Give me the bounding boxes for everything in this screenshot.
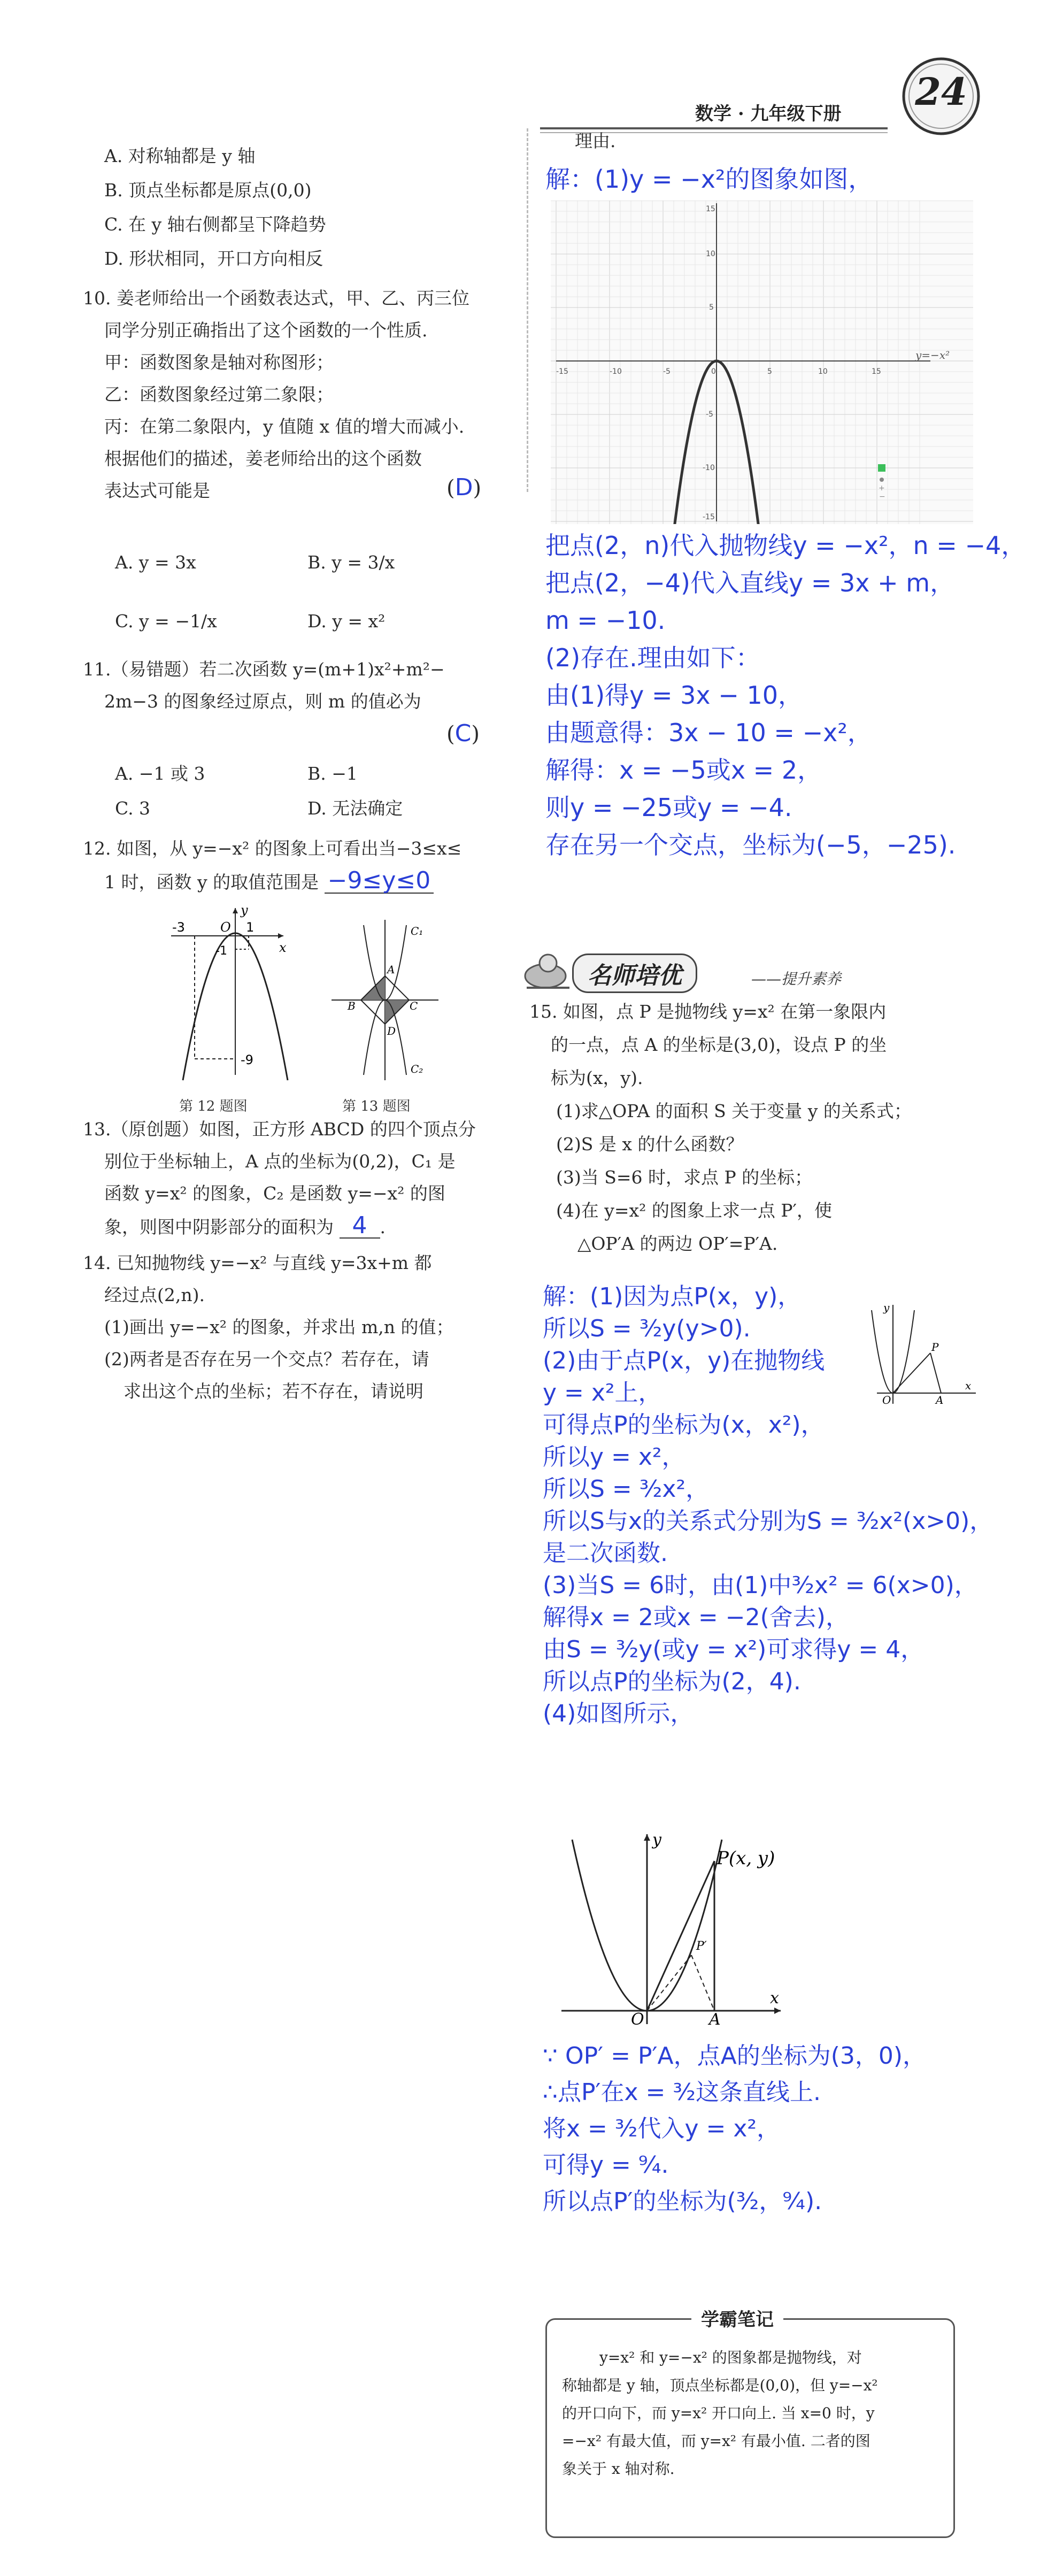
q13-line: 象，则图中阴影部分的面积为 <box>104 1217 334 1237</box>
fig12-label: 1 <box>246 920 255 935</box>
note-title: 学霸笔记 <box>691 2305 783 2331</box>
arrow-icon <box>233 908 238 913</box>
q11-options <box>115 762 521 832</box>
banner <box>521 949 896 992</box>
q10-option-a: A. y = 3x <box>115 552 196 573</box>
q14-continuation: 理由. <box>575 130 616 151</box>
fig13-label: C₂ <box>411 1063 423 1075</box>
zoom-in-icon[interactable]: + <box>879 484 885 493</box>
sol14-line: (2)存在.理由如下： <box>545 643 760 672</box>
fig12-label: -3 <box>172 920 185 935</box>
figure-12 <box>160 904 299 1086</box>
q11-option-c: C. 3 <box>115 798 151 819</box>
q10-answer: D <box>454 474 473 501</box>
q10-line: 丙：在第二象限内，y 值随 x 值的增大而减小. <box>104 416 465 437</box>
sol14-line: 则y = −25或y = −4. <box>545 793 792 822</box>
header-title: 数学 · 九年级下册 <box>695 103 842 125</box>
tick-label: 0 <box>711 367 716 376</box>
graph-toolbar-icon[interactable] <box>878 464 885 472</box>
tick-label: -5 <box>663 367 671 376</box>
tick-label: 10 <box>706 250 715 258</box>
q10-line: 10. 姜老师给出一个函数表达式，甲、乙、丙三位 <box>83 288 469 309</box>
q9-option: D. 形状相同，开口方向相反 <box>104 248 323 269</box>
q15-line: 15. 如图，点 P 是抛物线 y=x² 在第一象限内 <box>529 1001 887 1022</box>
q10-line: 乙：函数图象经过第二象限； <box>104 384 334 405</box>
arrow-icon <box>278 933 283 939</box>
sol14-line: 由(1)得y = 3x − 10， <box>545 681 803 710</box>
q11-option-b: B. −1 <box>307 763 358 784</box>
sol15-lines <box>543 1281 1029 1730</box>
sol14-lines <box>545 527 1027 864</box>
sol15-line: 解：(1)因为点P(x，y)， <box>543 1283 802 1310</box>
q13-line: 13.（原创题）如图，正方形 ABCD 的四个顶点分 <box>83 1119 476 1140</box>
sol15-line: 所以S = ³⁄₂x²， <box>543 1475 710 1503</box>
sol15-line: ∵ OP′ = P′A，点A的坐标为(3，0)， <box>543 2042 927 2070</box>
q13-line: 别位于坐标轴上，A 点的坐标为(0,2)，C₁ 是 <box>104 1151 456 1172</box>
q9-option: B. 顶点坐标都是原点(0,0) <box>104 180 312 201</box>
q15-line: (3)当 S=6 时，求点 P 的坐标； <box>556 1167 813 1188</box>
graph-background <box>551 201 973 524</box>
zoom-out-icon[interactable]: − <box>879 493 885 501</box>
fig13-label: A <box>387 963 395 976</box>
question-14 <box>83 1251 521 1412</box>
fig12-label: x <box>279 940 287 955</box>
sol15-line: 可得点P的坐标为(x，x²)， <box>543 1411 825 1439</box>
fig13-label: B <box>348 999 356 1012</box>
q14-line: (2)两者是否存在另一个交点？若存在，请 <box>104 1349 429 1370</box>
arrow-icon <box>644 1834 650 1841</box>
q15-line: △OP′A 的两边 OP′=P′A. <box>577 1233 778 1254</box>
q15-line: (1)求△OPA 的面积 S 关于变量 y 的关系式； <box>556 1101 912 1121</box>
sol14-line: 把点(2，−4)代入直线y = 3x + m， <box>545 568 955 597</box>
sol14-line: 把点(2，n)代入抛物线y = −x²，n = −4， <box>545 531 1026 560</box>
sol15-line: 所以y = x²， <box>543 1443 685 1471</box>
fig13-label: C <box>410 999 418 1012</box>
sol14-line: 解得：x = −5或x = 2， <box>545 756 822 785</box>
q12-line: 12. 如图，从 y=−x² 的图象上可看出当−3≤x≤ <box>83 838 462 859</box>
mini-label: O <box>882 1394 891 1406</box>
mascot-icon <box>521 949 575 992</box>
fig-segment-op <box>647 1861 714 2011</box>
fig13-caption: 第 13 题图 <box>342 1098 411 1114</box>
tick-label: 5 <box>767 367 772 376</box>
q13-answer: 4 <box>340 1214 380 1239</box>
q9-option: A. 对称轴都是 y 轴 <box>104 145 256 166</box>
tick-label: -15 <box>703 513 715 521</box>
tick-label: 15 <box>872 367 881 376</box>
mini-label: x <box>965 1379 972 1392</box>
note-body <box>562 2344 942 2483</box>
graph-curve-label: y=−x² <box>915 349 950 362</box>
note-line: 象关于 x 轴对称. <box>562 2460 675 2478</box>
fig12-label: -9 <box>241 1052 253 1067</box>
sol14-line: 存在另一个交点，坐标为(−5，−25). <box>545 831 956 859</box>
sol15-figure <box>556 1829 791 2027</box>
sol15-line: 所以S与x的关系式分别为S = ³⁄₂x²(x>0)， <box>543 1508 993 1535</box>
sol14-line: 由题意得：3x − 10 = −x²， <box>545 718 872 747</box>
sol15-line: ∴点P′在x = ³⁄₂这条直线上. <box>543 2079 821 2106</box>
q10-option-d: D. y = x² <box>307 611 386 632</box>
q10-options <box>115 545 521 663</box>
mini-label: y <box>883 1301 890 1314</box>
q15-line: 标为(x，y). <box>551 1067 643 1088</box>
question-15 <box>529 1000 1021 1265</box>
q15-line: (2)S 是 x 的什么函数？ <box>556 1134 744 1155</box>
q10-line: 根据他们的描述，姜老师给出的这个函数 <box>104 448 422 469</box>
question-10 <box>83 287 521 511</box>
sol15-lines-2 <box>543 2040 1029 2222</box>
fig-segment-op-prime <box>647 1955 691 2011</box>
q9-option: C. 在 y 轴右侧都呈下降趋势 <box>104 214 326 235</box>
sol15-line: (4)如图所示， <box>543 1700 694 1727</box>
sol15-line: 可得y = ⁹⁄₄. <box>543 2151 669 2179</box>
q12-answer: −9≤y≤0 <box>325 869 434 894</box>
q14-line: 经过点(2,n). <box>104 1285 205 1305</box>
q10-line: 同学分别正确指出了这个函数的一个性质. <box>104 320 428 341</box>
fig-segment-p-prime-a <box>691 1955 714 2011</box>
tick-label: 10 <box>818 367 828 376</box>
fig-label: O <box>631 2010 644 2027</box>
q11-line: 11.（易错题）若二次函数 y=(m+1)x²+m²− <box>83 659 445 680</box>
sol15-line: 解得x = 2或x = −2(舍去)， <box>543 1604 849 1631</box>
mini-label: A <box>936 1394 944 1406</box>
q11-line: 2m−3 的图象经过原点，则 m 的值必为 <box>104 691 421 712</box>
fig-label: P′ <box>696 1940 707 1953</box>
fig-label: A <box>709 2010 721 2027</box>
banner-subtitle: ——提升素养 <box>751 970 842 988</box>
tick-label: -5 <box>706 410 713 419</box>
sol15-line: 所以点P的坐标为(2，4). <box>543 1668 801 1695</box>
fig12-label: O <box>220 920 231 935</box>
q11-option-a: A. −1 或 3 <box>115 763 205 784</box>
mini-label: P <box>931 1341 939 1354</box>
q10-line: 甲：函数图象是轴对称图形； <box>104 352 334 373</box>
sol15-line: 是二次函数. <box>543 1540 668 1567</box>
note-line: 的开口向下，而 y=x² 开口向上. 当 x=0 时，y <box>562 2404 875 2422</box>
sol15-line: 由S = ³⁄₂y(或y = x²)可求得y = 4， <box>543 1636 925 1663</box>
q11-answer-bracket: (C) <box>446 720 480 747</box>
q15-line: 的一点，点 A 的坐标是(3,0)，设点 P 的坐 <box>551 1034 887 1055</box>
question-11 <box>83 658 521 754</box>
fig13-label: C₁ <box>411 925 423 937</box>
sol15-line: y = x²上， <box>543 1379 662 1406</box>
q10-answer-bracket: (D) <box>446 474 482 501</box>
fig-label: x <box>770 1989 779 2008</box>
tick-label: -10 <box>703 464 715 472</box>
fig12-label: -1 <box>215 944 227 958</box>
q10-option-b: B. y = 3/x <box>307 552 395 573</box>
column-divider <box>527 128 528 492</box>
fig-label: P(x, y) <box>717 1848 775 1869</box>
sol14-first-line: 解：(1)y = −x²的图象如图， <box>545 165 873 194</box>
fig-label: y <box>652 1831 661 1849</box>
q11-option-d: D. 无法确定 <box>307 798 403 819</box>
note-line: =−x² 有最大值，而 y=x² 有最小值. 二者的图 <box>562 2432 870 2450</box>
sol15-line: (2)由于点P(x，y)在抛物线 <box>543 1347 825 1374</box>
sol15-line: 所以S = ³⁄₂y(y>0). <box>543 1315 751 1342</box>
q10-option-c: C. y = −1/x <box>115 611 217 632</box>
note-line: 称轴都是 y 轴，顶点坐标都是(0,0)，但 y=−x² <box>562 2377 878 2394</box>
sol14-graph <box>551 201 973 524</box>
q14-line: 求出这个点的坐标；若不存在，请说明 <box>124 1381 423 1402</box>
sol15-line: 所以点P′的坐标为(³⁄₂，⁹⁄₄). <box>543 2188 822 2215</box>
tick-label: -15 <box>556 367 568 376</box>
graph-toolbar-icon[interactable] <box>880 478 884 482</box>
tick-label: 5 <box>709 303 714 312</box>
fig13-label: D <box>387 1025 396 1037</box>
fig12-caption: 第 12 题图 <box>179 1098 248 1114</box>
sol15-line: (3)当S = 6时，由(1)中³⁄₂x² = 6(x>0)， <box>543 1572 978 1599</box>
fig12-label: y <box>241 904 248 918</box>
figure-13 <box>332 920 438 1080</box>
question-13: 13.（原创题）如图，正方形 ABCD 的四个顶点分 别位于坐标轴上，A 点的坐标为(0,2)，C₁ 是 函数 y=x² 的图象，C₂ 是函数 y=−x² 的图 象，则图中阴影部分的面积为 4 . <box>83 1118 521 1246</box>
q15-line: (4)在 y=x² 的图象上求一点 P′，使 <box>556 1200 833 1221</box>
q14-line: (1)画出 y=−x² 的图象，并求出 m,n 的值； <box>104 1317 454 1337</box>
note-box <box>545 2309 955 2538</box>
arrow-icon <box>774 2008 781 2014</box>
q12-line: 1 时，函数 y 的取值范围是 <box>104 872 319 893</box>
banner-title: 名师培优 <box>572 953 697 993</box>
note-line: y=x² 和 y=−x² 的图象都是抛物线，对 <box>599 2349 862 2366</box>
sol15-line: 将x = ³⁄₂代入y = x²， <box>543 2115 781 2142</box>
sol14-line: m = −10. <box>545 606 666 635</box>
q9-options <box>104 144 521 281</box>
page-number: 24 <box>915 70 967 114</box>
q13-line: 函数 y=x² 的图象，C₂ 是函数 y=−x² 的图 <box>104 1183 445 1204</box>
q11-answer: C <box>454 720 472 747</box>
tick-label: 15 <box>706 205 715 213</box>
question-12 <box>83 837 521 901</box>
tick-label: -10 <box>610 367 622 376</box>
q14-line: 14. 已知抛物线 y=−x² 与直线 y=3x+m 都 <box>83 1252 432 1273</box>
q10-line: 表达式可能是 <box>104 480 210 501</box>
